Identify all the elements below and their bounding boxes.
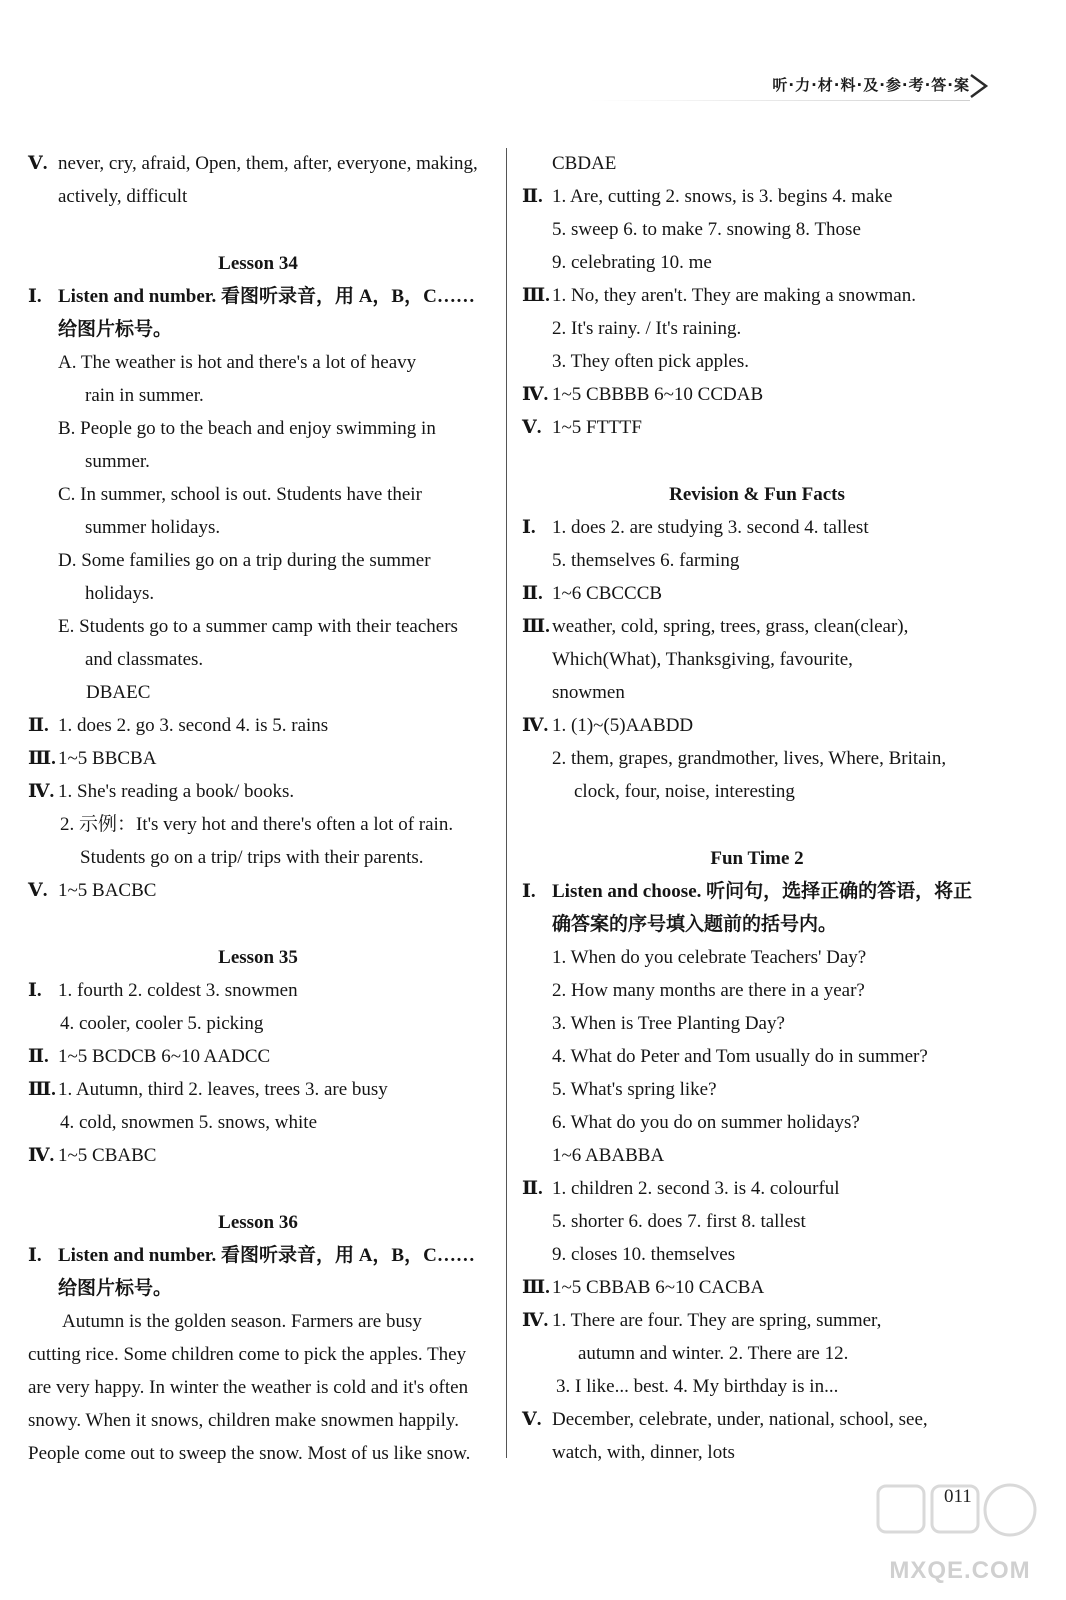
roman-numeral: Ⅰ. [522, 517, 536, 538]
question-line [28, 1239, 488, 1272]
paragraph-text: cutting rice. Some children come to pick the apples. They [28, 1344, 467, 1365]
question-line [522, 875, 992, 908]
question-instruction: Listen and number. 看图听录音，用 A，B，C…… [58, 1245, 475, 1266]
roman-numeral: Ⅳ. [522, 384, 549, 405]
question-item [522, 1007, 992, 1040]
answer-line [522, 1436, 992, 1469]
answer-text: 1~6 ABABBA [552, 1145, 665, 1166]
answer-text: weather, cold, spring, trees, grass, clean(clear), [552, 616, 909, 637]
answer-text: 1. There are four. They are spring, summer, [552, 1310, 882, 1331]
answer-text: 1. does 2. are studying 3. second 4. tallest [552, 517, 869, 538]
question-line [522, 1403, 992, 1436]
question-line [28, 313, 488, 346]
answer-text: 1. Autumn, third 2. leaves, trees 3. are busy [58, 1079, 388, 1100]
roman-numeral: Ⅱ. [28, 1046, 49, 1067]
answer-text: 1. She's reading a book/ books. [58, 781, 295, 802]
question-instruction: 给图片标号。 [58, 1278, 173, 1299]
question-item [522, 1040, 992, 1073]
answer-text: 1. children 2. second 3. is 4. colourful [552, 1178, 840, 1199]
question-line [28, 974, 488, 1007]
question-line [522, 908, 992, 941]
option-line [28, 379, 488, 412]
roman-numeral: Ⅲ. [28, 748, 56, 769]
answer-text: Which(What), Thanksgiving, favourite, [552, 649, 853, 670]
answer-text: clock, four, noise, interesting [574, 781, 795, 802]
option-text: holidays. [85, 583, 155, 604]
question-line [522, 511, 992, 544]
paragraph-text: are very happy. In winter the weather is cold and it's often [28, 1377, 469, 1398]
roman-numeral: Ⅱ. [522, 186, 543, 207]
answer-text: autumn and winter. 2. There are 12. [578, 1343, 849, 1364]
revision-fun-facts-title: Revision & Fun Facts [669, 484, 845, 505]
question-text: 5. What's spring like? [552, 1079, 717, 1100]
option-text: summer holidays. [85, 517, 221, 538]
lesson-35-title: Lesson 35 [218, 947, 298, 968]
answer-line [28, 676, 488, 709]
answer-text: Students go on a trip/ trips with their parents. [80, 847, 424, 868]
option-text: summer. [85, 451, 150, 472]
option-line [28, 577, 488, 610]
answer-text: 1~5 FTTTF [552, 417, 642, 438]
roman-numeral: Ⅰ. [28, 1245, 42, 1266]
roman-numeral: Ⅰ. [28, 980, 42, 1001]
page-number: 011 [944, 1486, 972, 1507]
roman-numeral: Ⅱ. [522, 583, 543, 604]
question-line [28, 1139, 488, 1172]
answer-line [522, 1370, 992, 1403]
roman-numeral: Ⅴ. [28, 880, 48, 901]
answer-text: 1~5 CBBBB 6~10 CCDAB [552, 384, 764, 405]
option-line [28, 478, 488, 511]
answer-text: 2. 示例：It's very hot and there's often a lot of rain. [60, 814, 454, 835]
roman-numeral: Ⅳ. [28, 1145, 55, 1166]
column-divider [506, 148, 507, 1458]
question-line [28, 742, 488, 775]
question-line [522, 1304, 992, 1337]
watermark-logo [870, 1480, 1050, 1590]
question-line [28, 775, 488, 808]
option-line [28, 412, 488, 445]
answer-text: 1~5 CBBAB 6~10 CACBA [552, 1277, 765, 1298]
roman-numeral: Ⅴ. [522, 417, 542, 438]
question-line [28, 1073, 488, 1106]
question-line [28, 874, 488, 907]
question-line [522, 1271, 992, 1304]
left-column [28, 147, 488, 1470]
paragraph-line [28, 1437, 488, 1470]
answer-text: 1~5 BCDCB 6~10 AADCC [58, 1046, 271, 1067]
answer-line [522, 1139, 992, 1172]
fun-time-2-title: Fun Time 2 [710, 848, 804, 869]
answer-line [522, 345, 992, 378]
answer-line [28, 1106, 488, 1139]
answer-text: actively, difficult [58, 186, 188, 207]
answer-text: 4. cooler, cooler 5. picking [60, 1013, 264, 1034]
answer-line [522, 147, 992, 180]
roman-numeral: Ⅰ. [522, 881, 536, 902]
roman-numeral: Ⅲ. [522, 1277, 550, 1298]
option-line [28, 643, 488, 676]
roman-numeral: Ⅲ. [522, 285, 550, 306]
roman-numeral: Ⅱ. [522, 1178, 543, 1199]
roman-numeral: Ⅴ. [522, 1409, 542, 1430]
answer-text: DBAEC [86, 682, 151, 703]
answer-text: 2. them, grapes, grandmother, lives, Where, Britain, [552, 748, 947, 769]
lesson-36-title: Lesson 36 [218, 1212, 298, 1233]
roman-numeral: Ⅰ. [28, 286, 42, 307]
question-line [28, 1272, 488, 1305]
answer-line [522, 775, 992, 808]
roman-numeral: Ⅳ. [522, 715, 549, 736]
v-question-line [28, 147, 488, 180]
answer-text: 1~6 CBCCCB [552, 583, 663, 604]
question-line [522, 180, 992, 213]
answer-line [522, 544, 992, 577]
option-text: D. Some families go on a trip during the summer [58, 550, 431, 571]
answer-text: 1. fourth 2. coldest 3. snowmen [58, 980, 298, 1001]
lesson-34-title: Lesson 34 [218, 253, 298, 274]
question-instruction: Listen and number. 看图听录音，用 A，B，C…… [58, 286, 475, 307]
question-line [522, 709, 992, 742]
option-line [28, 445, 488, 478]
option-text: and classmates. [85, 649, 204, 670]
answer-text: never, cry, afraid, Open, them, after, everyone, making, [58, 153, 478, 174]
question-item [522, 974, 992, 1007]
roman-numeral: Ⅱ. [28, 715, 49, 736]
option-line [28, 544, 488, 577]
question-instruction: 确答案的序号填入题前的括号内。 [552, 914, 838, 935]
question-line [28, 280, 488, 313]
question-text: 6. What do you do on summer holidays? [552, 1112, 860, 1133]
paragraph-text: snowy. When it snows, children make snowmen happily. [28, 1410, 459, 1431]
answer-text: 4. cold, snowmen 5. snows, white [60, 1112, 318, 1133]
question-line [522, 610, 992, 643]
answer-text: 3. I like... best. 4. My birthday is in... [556, 1376, 839, 1397]
answer-line [522, 676, 992, 709]
answer-line [522, 312, 992, 345]
roman-numeral: Ⅳ. [522, 1310, 549, 1331]
answer-line [522, 246, 992, 279]
question-line [522, 378, 992, 411]
option-text: E. Students go to a summer camp with their teachers [58, 616, 458, 637]
answer-text: 5. themselves 6. farming [552, 550, 740, 571]
option-line [28, 610, 488, 643]
question-text: 4. What do Peter and Tom usually do in summer? [552, 1046, 928, 1067]
question-line [522, 279, 992, 312]
paragraph-text: People come out to sweep the snow. Most of us like snow. [28, 1443, 471, 1464]
answer-text: 1~5 BACBC [58, 880, 157, 901]
answer-text: 2. It's rainy. / It's raining. [552, 318, 742, 339]
question-text: 2. How many months are there in a year? [552, 980, 865, 1001]
answer-text: watch, with, dinner, lots [552, 1442, 735, 1463]
paragraph-line [28, 1305, 488, 1338]
question-item [522, 1106, 992, 1139]
option-line [28, 511, 488, 544]
option-text: B. People go to the beach and enjoy swimming in [58, 418, 436, 439]
answer-text: 1~5 BBCBA [58, 748, 157, 769]
answer-text: CBDAE [552, 153, 617, 174]
answer-text: 5. sweep 6. to make 7. snowing 8. Those [552, 219, 861, 240]
answer-text: 3. They often pick apples. [552, 351, 749, 372]
answer-text: 1~5 CBABC [58, 1145, 157, 1166]
answer-line [28, 1007, 488, 1040]
option-text: C. In summer, school is out. Students have their [58, 484, 422, 505]
option-text: rain in summer. [85, 385, 204, 406]
answer-text: snowmen [552, 682, 625, 703]
answer-text: December, celebrate, under, national, school, see, [552, 1409, 928, 1430]
page-header-title: 听·力·材·料·及·参·考·答·案 [772, 76, 970, 94]
paragraph-line [28, 1371, 488, 1404]
paragraph-line [28, 1404, 488, 1437]
question-text: 3. When is Tree Planting Day? [552, 1013, 785, 1034]
right-column [522, 147, 992, 1469]
header-rule [590, 100, 970, 101]
question-line [522, 1172, 992, 1205]
option-line [28, 346, 488, 379]
answer-line [522, 742, 992, 775]
svg-text:MXQE.COM: MXQE.COM [889, 1557, 1031, 1584]
answer-line [522, 1238, 992, 1271]
answer-text: 5. shorter 6. does 7. first 8. tallest [552, 1211, 806, 1232]
roman-numeral: Ⅳ. [28, 781, 55, 802]
question-line [28, 709, 488, 742]
paragraph-text: Autumn is the golden season. Farmers are busy [62, 1311, 422, 1332]
answer-text: 9. celebrating 10. me [552, 252, 712, 273]
answer-line [28, 808, 488, 841]
question-item [522, 941, 992, 974]
answer-line [522, 1205, 992, 1238]
answer-line [28, 841, 488, 874]
question-line [522, 577, 992, 610]
answer-line [522, 643, 992, 676]
answer-text: 1. does 2. go 3. second 4. is 5. rains [58, 715, 329, 736]
question-line [28, 1040, 488, 1073]
question-item [522, 1073, 992, 1106]
answer-text: 1. Are, cutting 2. snows, is 3. begins 4. make [552, 186, 893, 207]
answer-line [28, 180, 488, 213]
roman-numeral: Ⅲ. [522, 616, 550, 637]
paragraph-line [28, 1338, 488, 1371]
answer-text: 1. (1)~(5)AABDD [552, 715, 694, 736]
question-line [522, 411, 992, 444]
answer-text: 1. No, they aren't. They are making a snowman. [552, 285, 916, 306]
roman-numeral: Ⅴ. [28, 153, 48, 174]
answer-line [522, 213, 992, 246]
chevron-right-icon [966, 72, 992, 100]
option-text: A. The weather is hot and there's a lot of heavy [58, 352, 417, 373]
answer-line [522, 1337, 992, 1370]
question-instruction: Listen and choose. 听问句，选择正确的答语，将正 [552, 881, 973, 902]
question-text: 1. When do you celebrate Teachers' Day? [552, 947, 867, 968]
roman-numeral: Ⅲ. [28, 1079, 56, 1100]
question-instruction: 给图片标号。 [58, 319, 173, 340]
answer-text: 9. closes 10. themselves [552, 1244, 736, 1265]
